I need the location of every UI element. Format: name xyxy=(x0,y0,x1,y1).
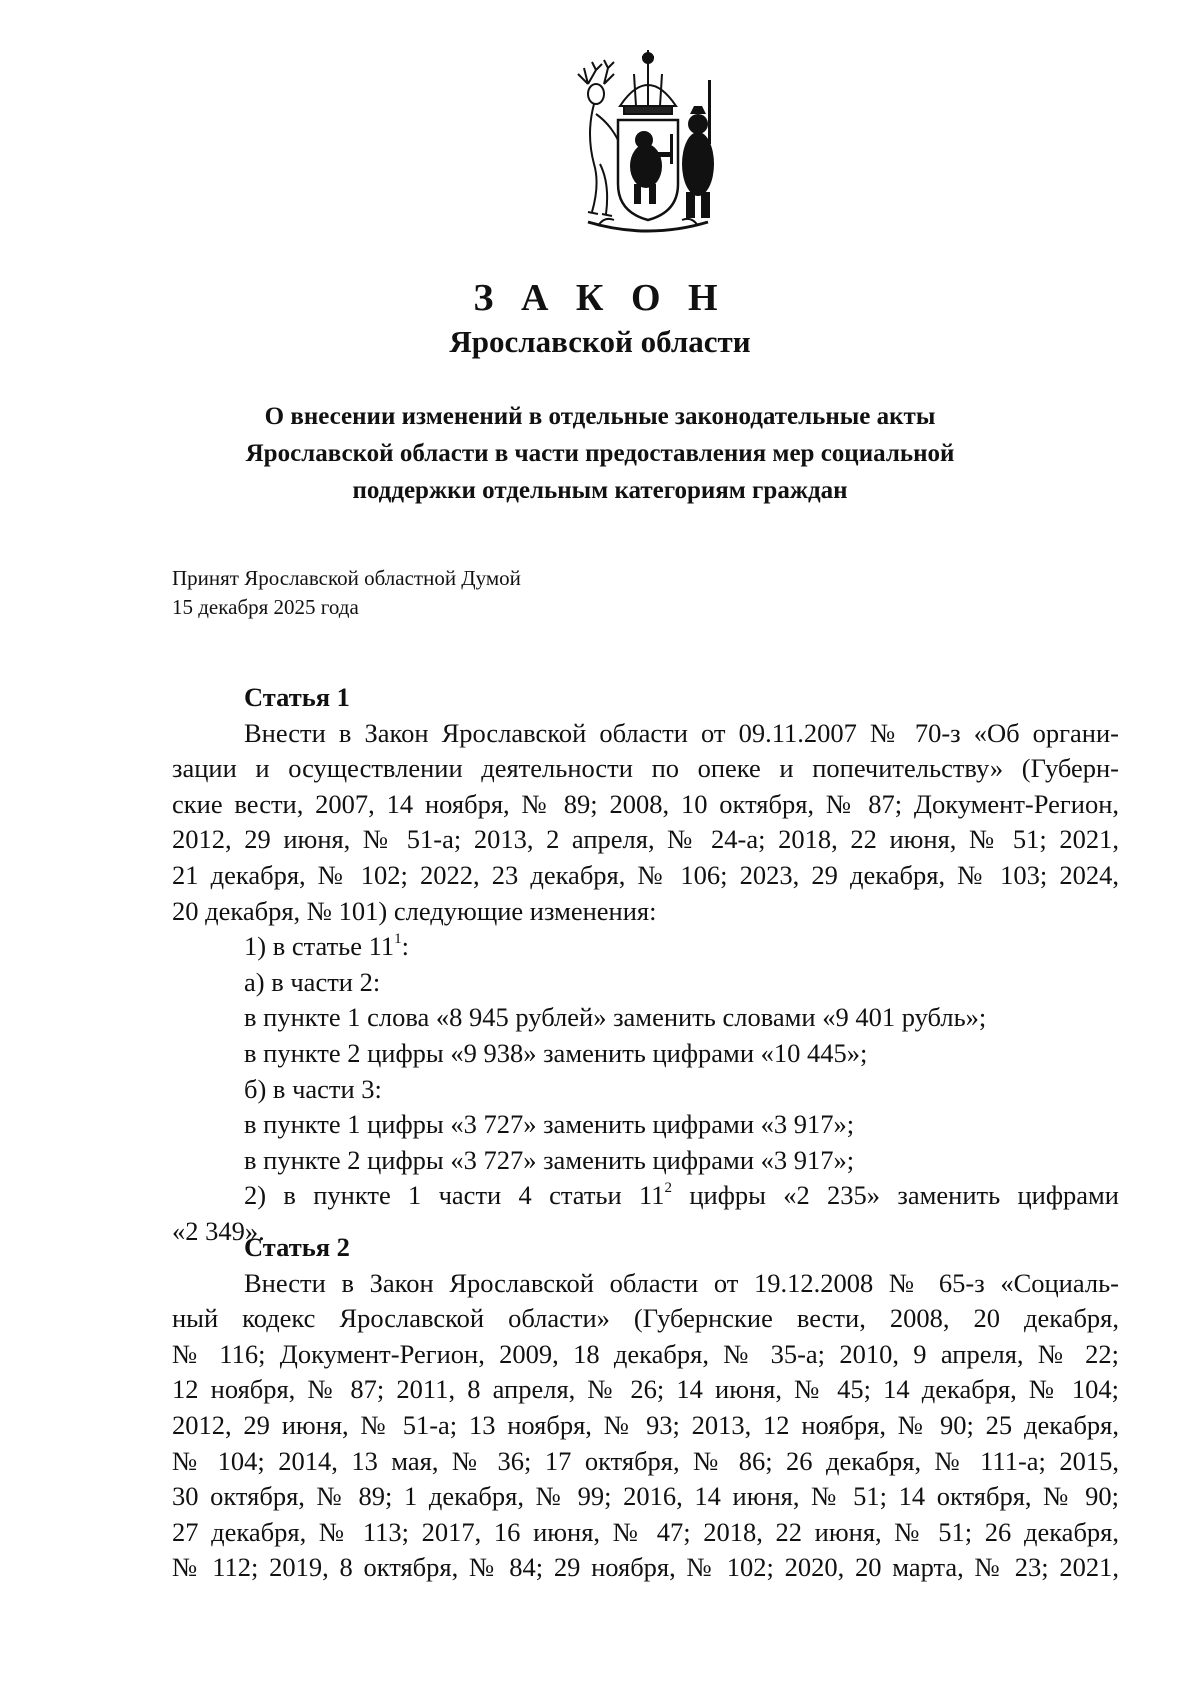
text-line: № 104; 2014, 13 мая, № 36; 17 октября, № 86; 26 декабря, № 111-а; 2015, xyxy=(172,1445,1119,1476)
text-line: 2012, 29 июня, № 51-а; 2013, 2 апреля, № 24-а; 2018, 22 июня, № 51; 2021, xyxy=(172,824,1119,855)
list-item: б) в части 3: xyxy=(244,1073,382,1104)
item-text: цифры «2 235» заменить цифрами xyxy=(672,1180,1119,1211)
list-item xyxy=(172,929,1119,965)
list-item: в пункте 2 цифры «9 938» заменить цифрами «10 445»; xyxy=(244,1037,868,1068)
law-region: Ярославской области xyxy=(449,324,751,359)
text-line: № 112; 2019, 8 октября, № 84; 29 ноября, № 102; 2020, 20 марта, № 23; 2021, xyxy=(172,1552,1119,1583)
text-line: «2 349». xyxy=(172,1215,265,1246)
item-text: 1) в статье 11 xyxy=(244,931,395,962)
law-subject xyxy=(180,398,1020,509)
text-line: 2012, 29 июня, № 51-а; 13 ноября, № 93; 2013, 12 ноября, № 90; 25 декабря, xyxy=(172,1409,1119,1440)
subject-line: Ярославской области в части предоставления мер социальной xyxy=(245,440,955,467)
adoption-note xyxy=(172,564,521,622)
text-line: 21 декабря, № 102; 2022, 23 декабря, № 106; 2023, 29 декабря, № 103; 2024, xyxy=(172,859,1119,890)
text-line: 12 ноября, № 87; 2011, 8 апреля, № 26; 14 июня, № 45; 14 декабря, № 104; xyxy=(172,1374,1119,1405)
item-text: 2) в пункте 1 части 4 статьи 11 xyxy=(244,1180,665,1211)
adoption-body: Принят Ярославской областной Думой xyxy=(172,566,521,590)
text-line: 20 декабря, № 101) следующие изменения: xyxy=(172,895,657,926)
coat-of-arms-icon xyxy=(548,44,748,244)
list-item: в пункте 2 цифры «3 727» заменить цифрами «3 917»; xyxy=(244,1144,855,1175)
subject-line: О внесении изменений в отдельные законодательные акты xyxy=(264,403,936,430)
article-1 xyxy=(172,680,1119,1250)
text-line: ный кодекс Ярославской области» (Губернские вести, 2008, 20 декабря, xyxy=(172,1303,1119,1334)
text-line: ские вести, 2007, 14 ноября, № 89; 2008, 10 октября, № 87; Документ-Регион, xyxy=(172,788,1119,819)
article-heading: Статья 2 xyxy=(244,1232,350,1262)
text-line: 27 декабря, № 113; 2017, 16 июня, № 47; 2018, 22 июня, № 51; 26 декабря, xyxy=(172,1516,1119,1547)
superscript: 1 xyxy=(394,931,402,948)
article-heading: Статья 1 xyxy=(244,682,350,712)
text-line: зации и осуществлении деятельности по опеке и попечительству» (Губерн- xyxy=(172,753,1119,784)
list-item: в пункте 1 цифры «3 727» заменить цифрами «3 917»; xyxy=(244,1109,855,1140)
article-2 xyxy=(172,1230,1119,1586)
text-line: № 116; Документ-Регион, 2009, 18 декабря, № 35-а; 2010, 9 апреля, № 22; xyxy=(172,1338,1119,1369)
superscript: 2 xyxy=(664,1180,673,1197)
text-line: Внести в Закон Ярославской области от 09.11.2007 № 70-з «Об органи- xyxy=(244,717,1119,748)
list-item: в пункте 1 слова «8 945 рублей» заменить словами «9 401 рубль»; xyxy=(244,1002,987,1033)
list-item xyxy=(172,1178,1119,1214)
text-line: Внести в Закон Ярославской области от 19.12.2008 № 65-з «Социаль- xyxy=(244,1267,1119,1298)
item-text: : xyxy=(401,931,410,962)
list-item: а) в части 2: xyxy=(244,966,381,997)
law-title: З А К О Н xyxy=(473,277,727,319)
adoption-date: 15 декабря 2025 года xyxy=(172,595,359,619)
text-line: 30 октября, № 89; 1 декабря, № 99; 2016, 14 июня, № 51; 14 октября, № 90; xyxy=(172,1481,1119,1512)
subject-line: поддержки отдельным категориям граждан xyxy=(352,477,848,504)
